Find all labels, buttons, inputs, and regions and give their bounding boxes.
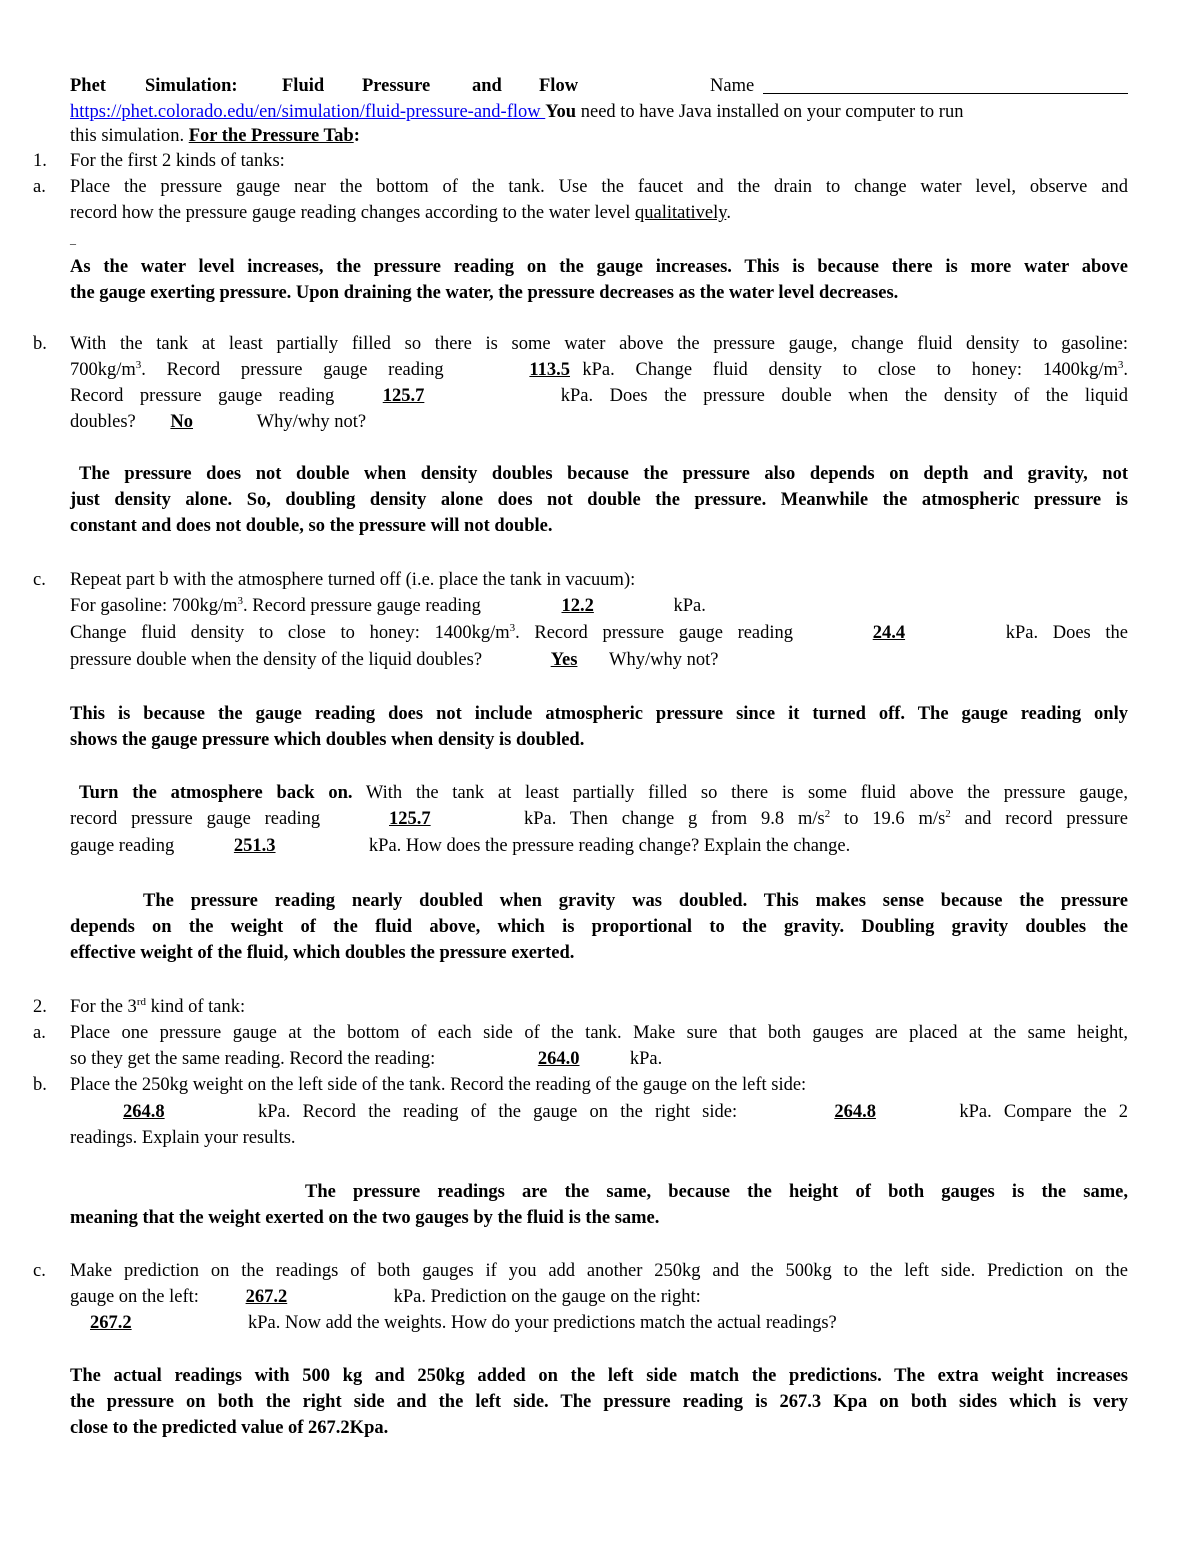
text: Record pressure gauge reading xyxy=(70,386,351,406)
answer-blank xyxy=(808,620,1006,646)
name-label: Name xyxy=(710,76,755,96)
answer-blank xyxy=(486,593,674,619)
question-text xyxy=(70,593,1128,619)
text: kPa. Now add the weights. How do your predictions match the actual readings? xyxy=(248,1313,837,1333)
answer-text: just density alone. So, doubling density alone does not double the pressure. Meanwhile the atmospheric pressure is xyxy=(70,490,1128,510)
text: doubles? xyxy=(70,412,141,432)
question-text xyxy=(70,806,1128,832)
sub-label: a. xyxy=(33,1023,46,1043)
colon: : xyxy=(353,126,360,146)
superscript: 3 xyxy=(1117,359,1124,371)
intro-line xyxy=(70,99,1128,125)
text: Why/why not? xyxy=(604,650,719,670)
text: . xyxy=(726,203,731,223)
title-word: Pressure xyxy=(362,76,431,96)
question-text xyxy=(70,1046,1128,1072)
superscript: 3 xyxy=(509,622,516,634)
title-word: Simulation: xyxy=(145,76,238,96)
superscript: 3 xyxy=(237,595,244,607)
question-text: Place the pressure gauge near the bottom of the tank. Use the faucet and the drain to change water level, observe and xyxy=(70,177,1128,197)
dash-mark: – xyxy=(70,236,76,250)
answer-blank xyxy=(749,1099,959,1125)
answer-value: 113.5 xyxy=(529,360,570,380)
text: so they get the same reading. Record the reading: xyxy=(70,1049,440,1069)
superscript: 2 xyxy=(945,808,951,820)
answer-value: 264.8 xyxy=(123,1102,165,1122)
text: gauge on the left: xyxy=(70,1287,204,1307)
text: For gasoline: 700kg/m xyxy=(70,596,238,616)
intro-text: need to have Java installed on your computer to run xyxy=(576,102,964,122)
question-text xyxy=(70,357,1128,383)
text: . Record pressure gauge reading xyxy=(515,623,808,643)
question-text: readings. Explain your results. xyxy=(70,1128,296,1148)
text: kind of tank: xyxy=(145,997,246,1017)
answer-text: The pressure reading nearly doubled when gravity was doubled. This makes sense because the pressure xyxy=(143,891,1128,911)
answer-text: constant and does not double, so the pressure will not double. xyxy=(70,516,553,536)
text: kPa. Record the reading of the gauge on the right side: xyxy=(258,1102,750,1122)
answer-blank xyxy=(70,1310,248,1336)
question-text xyxy=(70,1284,1128,1310)
sub-label: c. xyxy=(33,570,46,590)
answer-text: effective weight of the fluid, which doubles the pressure exerted. xyxy=(70,943,575,963)
text: record pressure gauge reading xyxy=(70,809,334,829)
text: kPa. Then change g from 9.8 m/s xyxy=(524,809,825,829)
question-text xyxy=(70,409,1128,435)
question-text: For the first 2 kinds of tanks: xyxy=(70,151,285,171)
question-text xyxy=(70,1310,1128,1336)
text: . xyxy=(1123,360,1128,380)
answer-text: This is because the gauge reading does not include atmospheric pressure since it turned off. The gauge reading only xyxy=(70,704,1128,724)
qualitatively-text: qualitatively xyxy=(635,203,727,223)
question-text: Repeat part b with the atmosphere turned off (i.e. place the tank in vacuum): xyxy=(70,570,636,590)
question-text: Make prediction on the readings of both gauges if you add another 250kg and the 500kg to the left side. Prediction on the xyxy=(70,1261,1128,1281)
answer-text: close to the predicted value of 267.2Kpa. xyxy=(70,1418,389,1438)
title-word: Flow xyxy=(539,76,579,96)
question-text xyxy=(70,647,1128,673)
answer-text: meaning that the weight exerted on the two gauges by the fluid is the same. xyxy=(70,1208,660,1228)
question-text xyxy=(70,200,1128,226)
answer-value: 251.3 xyxy=(233,836,276,856)
sub-label: b. xyxy=(33,334,47,354)
answer-value: 264.0 xyxy=(537,1049,580,1069)
question-text xyxy=(79,780,1128,806)
answer-blank xyxy=(179,833,369,859)
text: kPa. Does the xyxy=(1005,623,1128,643)
question-text: With the tank at least partially filled so there is some water above the pressure gauge, change fluid density to gasoline: xyxy=(70,334,1128,354)
intro-text-2: this simulation. xyxy=(70,126,189,146)
answer-value: 24.4 xyxy=(872,623,906,643)
answer-blank xyxy=(334,806,524,832)
title-word: and xyxy=(472,76,502,96)
question-text xyxy=(70,620,1128,646)
answer-value: 267.2 xyxy=(245,1287,288,1307)
text: and record pressure xyxy=(950,809,1128,829)
text: to 19.6 m/s xyxy=(830,809,946,829)
superscript: 3 xyxy=(135,359,142,371)
answer-value: 12.2 xyxy=(561,596,594,616)
question-text xyxy=(70,383,1128,409)
text: . Record pressure gauge reading xyxy=(243,596,486,616)
answer-value: Yes xyxy=(550,650,578,670)
answer-blank xyxy=(140,409,252,435)
question-text: Place the 250kg weight on the left side of the tank. Record the reading of the gauge on the left side: xyxy=(70,1075,807,1095)
item-number: 1. xyxy=(33,151,47,171)
text: pressure double when the density of the liquid doubles? xyxy=(70,650,487,670)
answer-value: 264.8 xyxy=(834,1102,876,1122)
intro-you: You xyxy=(545,102,577,122)
title-word: Fluid xyxy=(282,76,325,96)
answer-text: The pressure does not double when density doubles because the pressure also depends on depth and gravity, not xyxy=(79,464,1128,484)
intro-line-2 xyxy=(70,123,1128,149)
answer-text: depends on the weight of the fluid above, which is proportional to the gravity. Doubling gravity doubles the xyxy=(70,917,1128,937)
answer-text: The actual readings with 500 kg and 250kg added on the left side match the predictions. The extra weight increases xyxy=(70,1366,1128,1386)
superscript: rd xyxy=(136,996,146,1008)
question-text xyxy=(70,994,1128,1020)
answer-blank xyxy=(440,1046,630,1072)
text: kPa. Change fluid density to close to honey: 1400kg/m xyxy=(582,360,1118,380)
answer-text: shows the gauge pressure which doubles when density is doubled. xyxy=(70,730,585,750)
answer-value: 125.7 xyxy=(389,809,431,829)
answer-blank xyxy=(204,1284,394,1310)
question-text xyxy=(70,1099,1128,1125)
sub-label: c. xyxy=(33,1261,46,1281)
answer-value: No xyxy=(170,412,194,432)
name-field[interactable] xyxy=(763,93,1128,94)
text: . Record pressure gauge reading xyxy=(141,360,465,380)
answer-value: 125.7 xyxy=(382,386,425,406)
superscript: 2 xyxy=(824,808,831,820)
question-text xyxy=(70,833,1128,859)
answer-text: the gauge exerting pressure. Upon draining the water, the pressure decreases as the water level decreases. xyxy=(70,283,899,303)
answer-text: the pressure on both the right side and the left side. The pressure reading is 267.3 Kpa on both sides which is very xyxy=(70,1392,1128,1412)
question-text: Place one pressure gauge at the bottom of each side of the tank. Make sure that both gauges are placed at the same height, xyxy=(70,1023,1128,1043)
text: kPa. xyxy=(629,1049,663,1069)
text: kPa. xyxy=(673,596,706,616)
answer-blank xyxy=(351,383,561,409)
text: kPa. Prediction on the gauge on the right: xyxy=(393,1287,701,1307)
sub-label: b. xyxy=(33,1075,47,1095)
answer-blank xyxy=(487,647,605,673)
sub-label: a. xyxy=(33,177,46,197)
text: record how the pressure gauge reading changes according to the water level xyxy=(70,203,636,223)
simulation-link[interactable]: https://phet.colorado.edu/en/simulation/fluid-pressure-and-flow xyxy=(70,102,546,122)
pressure-tab-heading: For the Pressure Tab xyxy=(188,126,354,146)
text: Change fluid density to close to honey: 1400kg/m xyxy=(70,623,510,643)
answer-blank xyxy=(70,1099,258,1125)
text: 700kg/m xyxy=(70,360,136,380)
item-number: 2. xyxy=(33,997,47,1017)
turn-atmosphere-on: Turn the atmosphere back on. xyxy=(79,783,353,803)
text: gauge reading xyxy=(70,836,179,856)
text: kPa. Does the pressure double when the density of the liquid xyxy=(560,386,1128,406)
text: Why/why not? xyxy=(252,412,367,432)
text: kPa. Compare the 2 xyxy=(959,1102,1128,1122)
text: kPa. How does the pressure reading change? Explain the change. xyxy=(368,836,851,856)
answer-value: 267.2 xyxy=(90,1313,132,1333)
title-word: Phet xyxy=(70,76,106,96)
answer-blank xyxy=(464,357,582,383)
text: With the tank at least partially filled so there is some fluid above the pressure gauge, xyxy=(352,783,1128,803)
answer-text: The pressure readings are the same, because the height of both gauges is the same, xyxy=(305,1182,1128,1202)
text: For the 3 xyxy=(70,997,137,1017)
answer-text: As the water level increases, the pressure reading on the gauge increases. This is because there is more water above xyxy=(70,257,1128,277)
